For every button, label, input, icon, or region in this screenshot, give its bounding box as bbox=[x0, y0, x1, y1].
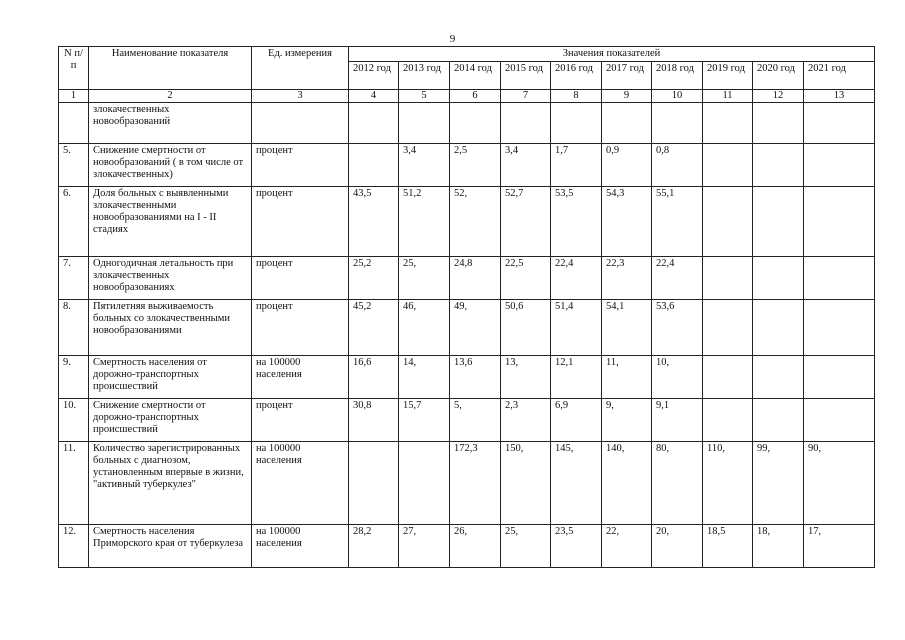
value-cell: 22,4 bbox=[652, 257, 703, 300]
value-cell: 22,5 bbox=[501, 257, 551, 300]
value-cell bbox=[551, 103, 602, 144]
indicator-name: Смертность населения от дорожно-транспортных происшествий bbox=[89, 356, 252, 399]
table-row bbox=[59, 257, 875, 300]
indicator-name: Снижение смертности от новообразований ( в том числе от злокачественных) bbox=[89, 144, 252, 187]
value-cell bbox=[349, 144, 399, 187]
column-index: 13 bbox=[804, 90, 875, 103]
value-cell: 43,5 bbox=[349, 187, 399, 257]
value-cell: 25,2 bbox=[349, 257, 399, 300]
header-year: 2016 год bbox=[551, 62, 602, 90]
value-cell: 52,7 bbox=[501, 187, 551, 257]
value-cell: 24,8 bbox=[450, 257, 501, 300]
value-cell bbox=[703, 399, 753, 442]
table-row bbox=[59, 103, 875, 144]
table-row bbox=[59, 144, 875, 187]
value-cell: 22, bbox=[602, 525, 652, 568]
value-cell: 9, bbox=[602, 399, 652, 442]
value-cell: 6,9 bbox=[551, 399, 602, 442]
value-cell: 14, bbox=[399, 356, 450, 399]
table-row bbox=[59, 442, 875, 525]
header-year: 2020 год bbox=[753, 62, 804, 90]
value-cell: 150, bbox=[501, 442, 551, 525]
value-cell bbox=[753, 356, 804, 399]
value-cell: 22,4 bbox=[551, 257, 602, 300]
value-cell: 23,5 bbox=[551, 525, 602, 568]
value-cell bbox=[349, 103, 399, 144]
value-cell: 27, bbox=[399, 525, 450, 568]
table-row bbox=[59, 356, 875, 399]
value-cell bbox=[804, 187, 875, 257]
unit-cell: процент bbox=[252, 144, 349, 187]
value-cell bbox=[703, 300, 753, 356]
column-index: 7 bbox=[501, 90, 551, 103]
value-cell: 16,6 bbox=[349, 356, 399, 399]
header-year: 2012 год bbox=[349, 62, 399, 90]
value-cell: 12,1 bbox=[551, 356, 602, 399]
table-row bbox=[59, 399, 875, 442]
value-cell bbox=[703, 103, 753, 144]
value-cell: 10, bbox=[652, 356, 703, 399]
indicator-name: Снижение смертности от дорожно-транспортных происшествий bbox=[89, 399, 252, 442]
row-number bbox=[59, 103, 89, 144]
value-cell: 2,5 bbox=[450, 144, 501, 187]
row-number: 10. bbox=[59, 399, 89, 442]
indicator-name: Смертность населения Приморского края от туберкулеза bbox=[89, 525, 252, 568]
row-number: 9. bbox=[59, 356, 89, 399]
row-number: 12. bbox=[59, 525, 89, 568]
value-cell bbox=[804, 103, 875, 144]
header-year: 2013 год bbox=[399, 62, 450, 90]
value-cell: 54,3 bbox=[602, 187, 652, 257]
value-cell: 22,3 bbox=[602, 257, 652, 300]
value-cell bbox=[703, 356, 753, 399]
value-cell bbox=[753, 144, 804, 187]
value-cell: 2,3 bbox=[501, 399, 551, 442]
value-cell bbox=[399, 442, 450, 525]
value-cell: 55,1 bbox=[652, 187, 703, 257]
value-cell bbox=[703, 144, 753, 187]
column-index: 1 bbox=[59, 90, 89, 103]
indicator-name: Одногодичная летальность при злокачественных новообразованиях bbox=[89, 257, 252, 300]
table-row bbox=[59, 300, 875, 356]
value-cell bbox=[804, 300, 875, 356]
column-index: 10 bbox=[652, 90, 703, 103]
header-year: 2015 год bbox=[501, 62, 551, 90]
header-year: 2017 год bbox=[602, 62, 652, 90]
value-cell: 1,7 bbox=[551, 144, 602, 187]
value-cell bbox=[753, 257, 804, 300]
value-cell: 30,8 bbox=[349, 399, 399, 442]
value-cell bbox=[753, 187, 804, 257]
value-cell bbox=[399, 103, 450, 144]
column-index: 6 bbox=[450, 90, 501, 103]
value-cell: 90, bbox=[804, 442, 875, 525]
value-cell: 53,6 bbox=[652, 300, 703, 356]
column-index: 9 bbox=[602, 90, 652, 103]
row-number: 8. bbox=[59, 300, 89, 356]
value-cell bbox=[703, 257, 753, 300]
row-number: 11. bbox=[59, 442, 89, 525]
value-cell: 28,2 bbox=[349, 525, 399, 568]
value-cell: 140, bbox=[602, 442, 652, 525]
header-year: 2019 год bbox=[703, 62, 753, 90]
value-cell bbox=[753, 300, 804, 356]
value-cell: 49, bbox=[450, 300, 501, 356]
value-cell: 11, bbox=[602, 356, 652, 399]
value-cell: 0,9 bbox=[602, 144, 652, 187]
indicator-name: Пятилетняя выживаемость больных со злокачественными новообразованиями bbox=[89, 300, 252, 356]
value-cell: 46, bbox=[399, 300, 450, 356]
value-cell bbox=[703, 187, 753, 257]
value-cell: 5, bbox=[450, 399, 501, 442]
value-cell: 17, bbox=[804, 525, 875, 568]
value-cell: 25, bbox=[501, 525, 551, 568]
header-name: Наименование показателя bbox=[89, 47, 252, 90]
row-number: 5. bbox=[59, 144, 89, 187]
unit-cell: процент bbox=[252, 399, 349, 442]
value-cell: 172,3 bbox=[450, 442, 501, 525]
unit-cell: процент bbox=[252, 257, 349, 300]
page-number: 9 bbox=[449, 33, 456, 45]
value-cell: 9,1 bbox=[652, 399, 703, 442]
value-cell bbox=[652, 103, 703, 144]
row-number: 7. bbox=[59, 257, 89, 300]
unit-cell: на 100000 населения bbox=[252, 442, 349, 525]
value-cell: 20, bbox=[652, 525, 703, 568]
value-cell bbox=[804, 356, 875, 399]
value-cell bbox=[602, 103, 652, 144]
value-cell bbox=[753, 103, 804, 144]
indicators-table bbox=[58, 46, 875, 568]
value-cell: 45,2 bbox=[349, 300, 399, 356]
value-cell: 13, bbox=[501, 356, 551, 399]
value-cell bbox=[753, 399, 804, 442]
indicator-name: злокачественных новообразований bbox=[89, 103, 252, 144]
column-index: 12 bbox=[753, 90, 804, 103]
column-index: 5 bbox=[399, 90, 450, 103]
value-cell bbox=[804, 399, 875, 442]
unit-cell bbox=[252, 103, 349, 144]
header-num: N п/п bbox=[59, 47, 89, 90]
unit-cell: процент bbox=[252, 187, 349, 257]
row-number: 6. bbox=[59, 187, 89, 257]
table-row bbox=[59, 187, 875, 257]
value-cell: 145, bbox=[551, 442, 602, 525]
value-cell: 54,1 bbox=[602, 300, 652, 356]
value-cell: 26, bbox=[450, 525, 501, 568]
value-cell: 50,6 bbox=[501, 300, 551, 356]
value-cell: 3,4 bbox=[501, 144, 551, 187]
table-row bbox=[59, 525, 875, 568]
value-cell: 110, bbox=[703, 442, 753, 525]
unit-cell: на 100000 населения bbox=[252, 356, 349, 399]
column-index: 2 bbox=[89, 90, 252, 103]
value-cell bbox=[349, 442, 399, 525]
value-cell: 52, bbox=[450, 187, 501, 257]
indicator-name: Доля больных с выявленными злокачественными новообразованиями на I - II стадиях bbox=[89, 187, 252, 257]
value-cell: 3,4 bbox=[399, 144, 450, 187]
column-index: 8 bbox=[551, 90, 602, 103]
column-index: 3 bbox=[252, 90, 349, 103]
value-cell: 53,5 bbox=[551, 187, 602, 257]
value-cell: 13,6 bbox=[450, 356, 501, 399]
value-cell: 80, bbox=[652, 442, 703, 525]
header-year: 2018 год bbox=[652, 62, 703, 90]
value-cell: 18,5 bbox=[703, 525, 753, 568]
value-cell: 0,8 bbox=[652, 144, 703, 187]
column-index: 11 bbox=[703, 90, 753, 103]
header-values-group: Значения показателей bbox=[349, 47, 875, 62]
unit-cell: на 100000 населения bbox=[252, 525, 349, 568]
header-year: 2021 год bbox=[804, 62, 875, 90]
value-cell bbox=[804, 144, 875, 187]
unit-cell: процент bbox=[252, 300, 349, 356]
value-cell: 51,4 bbox=[551, 300, 602, 356]
indicator-name: Количество зарегистрированных больных с диагнозом, установленным впервые в жизни, "активный туберкулез" bbox=[89, 442, 252, 525]
value-cell: 25, bbox=[399, 257, 450, 300]
value-cell: 15,7 bbox=[399, 399, 450, 442]
header-year: 2014 год bbox=[450, 62, 501, 90]
value-cell bbox=[450, 103, 501, 144]
value-cell: 51,2 bbox=[399, 187, 450, 257]
header-unit: Ед. измерения bbox=[252, 47, 349, 90]
value-cell bbox=[804, 257, 875, 300]
column-index: 4 bbox=[349, 90, 399, 103]
value-cell bbox=[501, 103, 551, 144]
value-cell: 18, bbox=[753, 525, 804, 568]
value-cell: 99, bbox=[753, 442, 804, 525]
